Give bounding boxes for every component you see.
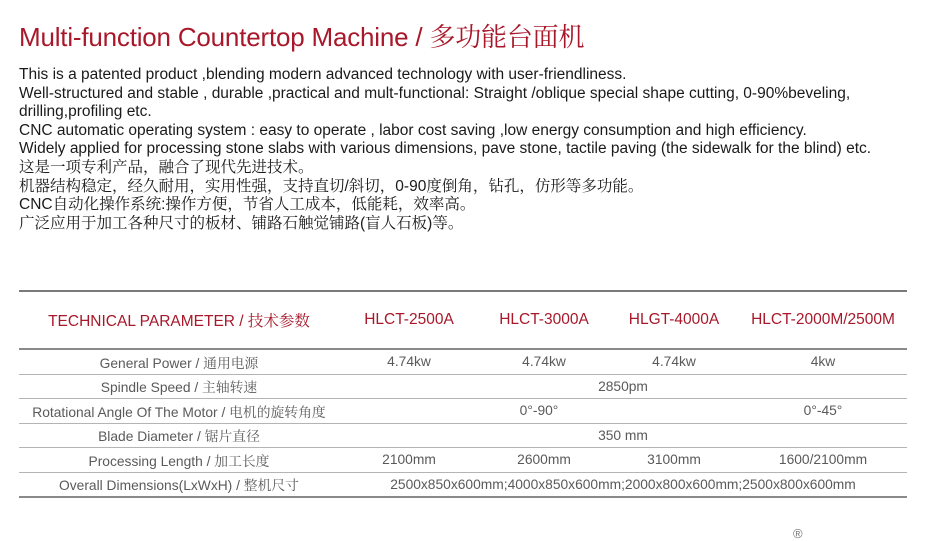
parameter-value: 2500x850x600mm;4000x850x600mm;2000x800x600mm;2500x800x600mm	[339, 472, 907, 497]
parameter-value: 4.74kw	[609, 349, 739, 374]
description-line: Well-structured and stable , durable ,practical and mult-functional: Straight /oblique special shape cutting, 0-90%beveling, drilling,profiling etc.	[19, 84, 851, 121]
table-header-model: HLCT-2500A	[364, 311, 454, 328]
description-line: CNC automatic operating system : easy to operate , labor cost saving ,low energy consumption and high efficiency.	[19, 121, 807, 139]
parameter-label: General Power / 通用电源	[19, 349, 339, 374]
description-line: Widely applied for processing stone slabs with various dimensions, pave stone, tactile paving (the sidewalk for the blind) etc.	[19, 140, 872, 158]
parameter-value: 2100mm	[339, 448, 479, 473]
description-line: 机器结构稳定，经久耐用，实用性强，支持直切/斜切，0-90度倒角，钻孔，仿形等多功能。	[19, 177, 644, 195]
table-body	[19, 349, 907, 497]
parameter-value: 0°-45°	[739, 399, 907, 424]
description-line: 这是一项专利产品，融合了现代先进技术。	[19, 158, 314, 176]
table-header-model: HLCT-2000M/2500M	[751, 311, 895, 328]
parameter-label: Rotational Angle Of The Motor / 电机的旋转角度	[19, 399, 339, 424]
parameter-value: 2850pm	[339, 374, 907, 399]
table-row	[19, 448, 907, 473]
parameter-label: Blade Diameter / 锯片直径	[19, 423, 339, 448]
technical-parameter-table	[19, 290, 907, 498]
parameter-label: Processing Length / 加工长度	[19, 448, 339, 473]
parameter-value: 0°-90°	[339, 399, 739, 424]
registered-mark: ®	[793, 526, 803, 541]
table-header-parameter: TECHNICAL PARAMETER / 技术参数	[48, 313, 310, 330]
parameter-value: 4kw	[739, 349, 907, 374]
parameter-label: Spindle Speed / 主轴转速	[19, 374, 339, 399]
parameter-value: 2600mm	[479, 448, 609, 473]
parameter-value: 1600/2100mm	[739, 448, 907, 473]
table-row	[19, 423, 907, 448]
description	[19, 66, 919, 233]
table-row	[19, 472, 907, 497]
parameter-value: 4.74kw	[479, 349, 609, 374]
table-header-model: HLCT-3000A	[499, 311, 589, 328]
parameter-value: 4.74kw	[339, 349, 479, 374]
parameter-value: 3100mm	[609, 448, 739, 473]
parameter-value: 350 mm	[339, 423, 907, 448]
parameter-label: Overall Dimensions(LxWxH) / 整机尺寸	[19, 472, 339, 497]
description-line: CNC自动化操作系统:操作方便，节省人工成本，低能耗，效率高。	[19, 196, 476, 214]
table-header-model: HLGT-4000A	[628, 311, 720, 328]
table-row	[19, 399, 907, 424]
description-line: 广泛应用于加工各种尺寸的板材、铺路石触觉铺路(盲人石板)等。	[19, 214, 464, 232]
table-row	[19, 374, 907, 399]
page-title: Multi-function Countertop Machine / 多功能台面机	[19, 22, 585, 52]
table-header-row	[19, 291, 907, 349]
description-line: This is a patented product ,blending modern advanced technology with user-friendliness.	[19, 66, 627, 83]
table-row	[19, 349, 907, 374]
